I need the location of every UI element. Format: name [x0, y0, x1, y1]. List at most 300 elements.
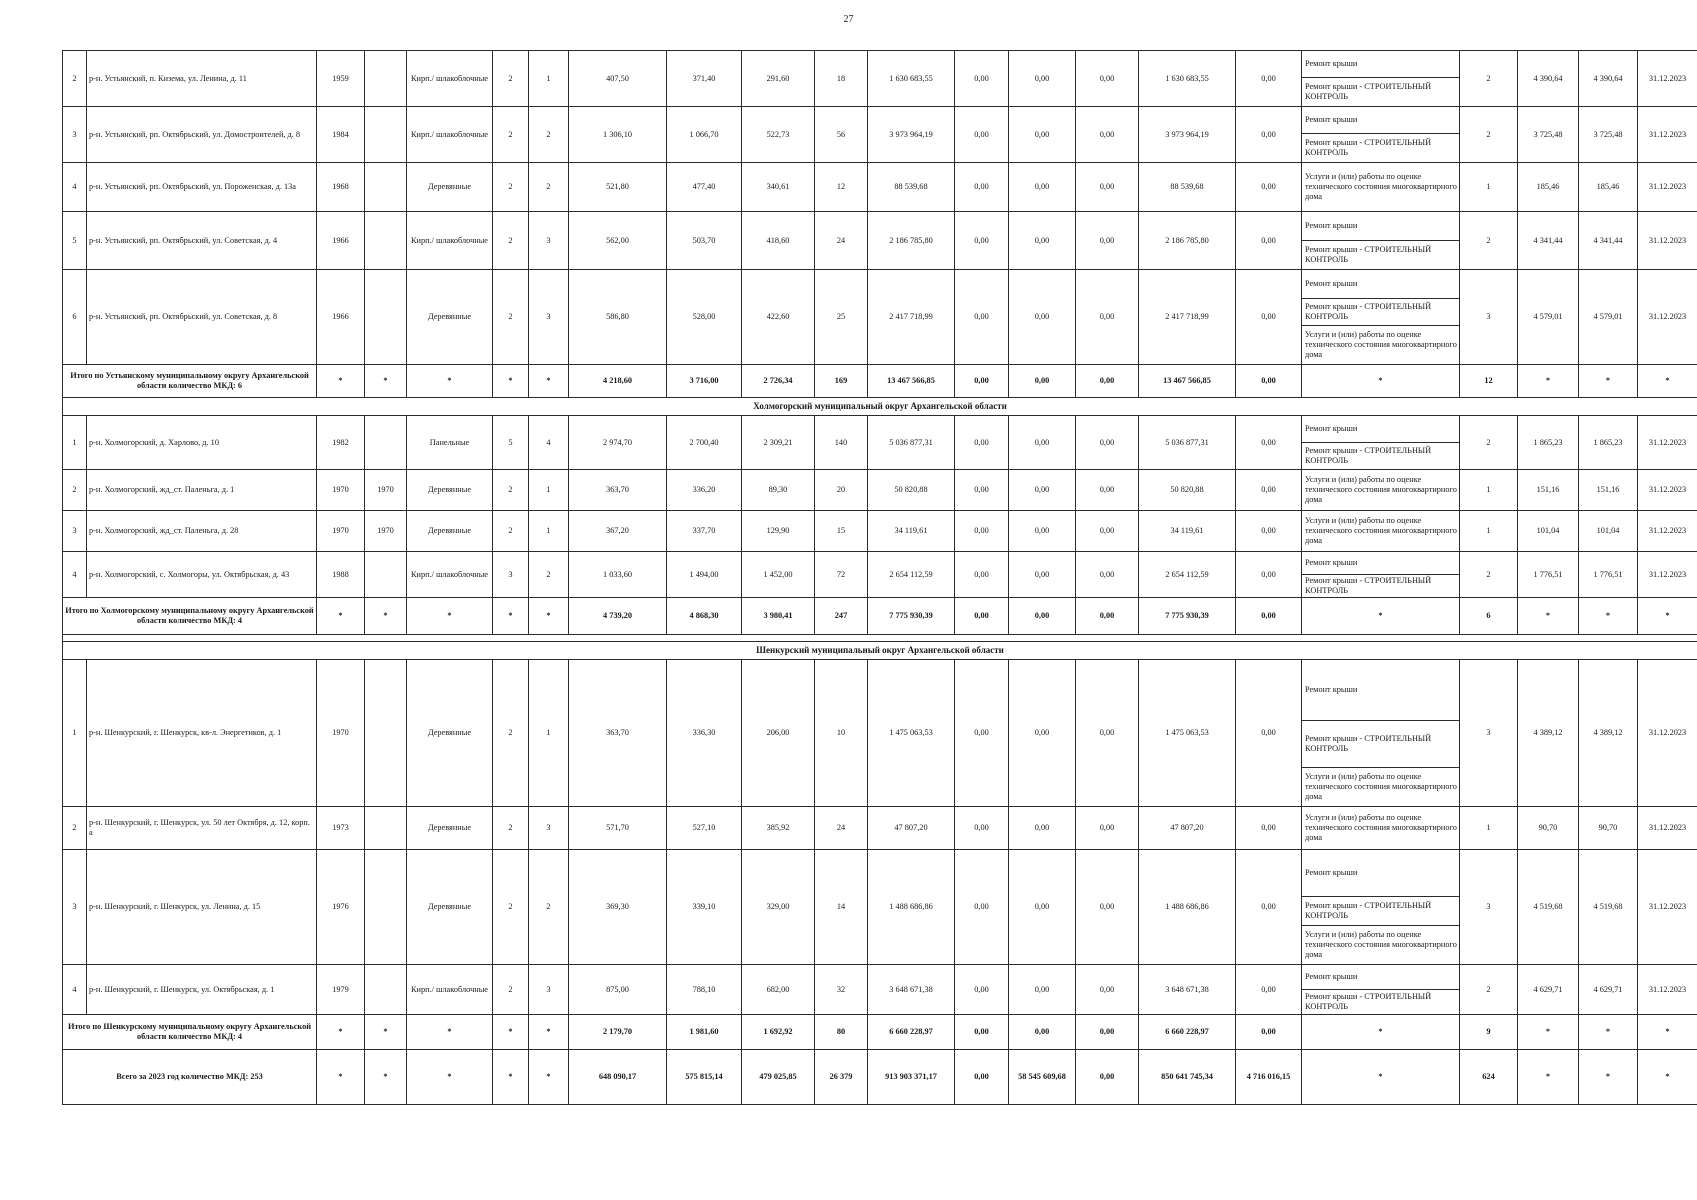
area-total: 562,00 — [569, 212, 667, 270]
entrances-count: 4 — [529, 416, 569, 470]
district-heading-row — [63, 398, 1697, 416]
fund-regional: 0,00 — [1009, 660, 1076, 807]
area-total: 571,70 — [569, 807, 667, 850]
year-built: 1976 — [317, 850, 365, 965]
total-f4: 7 775 930,39 — [1139, 598, 1236, 635]
max-unit-cost: 4 629,71 — [1579, 965, 1638, 1015]
unit-cost: 4 629,71 — [1518, 965, 1579, 1015]
address: р-н. Холмогорский, жд_ст. Паленьга, д. 1 — [87, 470, 317, 511]
fund-federal: 0,00 — [955, 660, 1009, 807]
fund-regional: 0,00 — [1009, 416, 1076, 470]
total-c-floors: * — [493, 598, 529, 635]
area-residential: 527,10 — [667, 807, 742, 850]
unit-cost: 4 341,44 — [1518, 212, 1579, 270]
address: р-н. Шенкурский, г. Шенкурск, кв-л. Энергетиков, д. 1 — [87, 660, 317, 807]
unit-cost: 4 579,01 — [1518, 270, 1579, 365]
table-row — [63, 807, 1697, 850]
year-reconstructed — [365, 51, 407, 107]
total-residents: 247 — [815, 598, 868, 635]
total-f1: 0,00 — [955, 598, 1009, 635]
table-row — [63, 416, 1697, 443]
total-f1: 0,00 — [955, 365, 1009, 398]
work-type: Ремонт крыши — [1302, 107, 1460, 134]
total-area-priv: 479 025,85 — [742, 1050, 815, 1105]
fund-other: 0,00 — [1236, 270, 1302, 365]
year-built: 1988 — [317, 552, 365, 598]
works-count: 3 — [1460, 270, 1518, 365]
total-cost-total: 7 775 930,39 — [868, 598, 955, 635]
year-reconstructed — [365, 416, 407, 470]
year-built: 1970 — [317, 470, 365, 511]
works-count: 1 — [1460, 807, 1518, 850]
fund-other: 0,00 — [1236, 511, 1302, 552]
total-works-count: 624 — [1460, 1050, 1518, 1105]
fund-local: 0,00 — [1076, 511, 1139, 552]
fund-regional: 0,00 — [1009, 163, 1076, 212]
year-reconstructed — [365, 850, 407, 965]
deadline: 31.12.2023 — [1638, 850, 1697, 965]
unit-cost: 3 725,48 — [1518, 107, 1579, 163]
spacer-row — [63, 635, 1697, 642]
total-c-entr: * — [529, 598, 569, 635]
year-built: 1966 — [317, 212, 365, 270]
year-built: 1979 — [317, 965, 365, 1015]
address: р-н. Устьянский, п. Кизема, ул. Ленина, д. 11 — [87, 51, 317, 107]
area-private: 129,90 — [742, 511, 815, 552]
floors-count: 5 — [493, 416, 529, 470]
work-type: Услуги и (или) работы по оценке технического состояния многоквартирного дома — [1302, 768, 1460, 807]
fund-federal: 0,00 — [955, 850, 1009, 965]
wall-material: Деревянные — [407, 807, 493, 850]
work-type: Ремонт крыши - СТРОИТЕЛЬНЫЙ КОНТРОЛЬ — [1302, 721, 1460, 768]
district-total-row — [63, 598, 1697, 635]
total-c-entr: * — [529, 1050, 569, 1105]
total-c-recon: * — [365, 598, 407, 635]
total-area-priv: 2 726,34 — [742, 365, 815, 398]
total-cost-total: 6 660 228,97 — [868, 1015, 955, 1050]
total-c-entr: * — [529, 1015, 569, 1050]
fund-regional: 0,00 — [1009, 470, 1076, 511]
work-type: Ремонт крыши — [1302, 212, 1460, 241]
total-max-cost: * — [1579, 1050, 1638, 1105]
total-c-wall: * — [407, 1050, 493, 1105]
work-type: Ремонт крыши — [1302, 51, 1460, 78]
work-type: Ремонт крыши — [1302, 416, 1460, 443]
area-residential: 2 700,40 — [667, 416, 742, 470]
cost-total: 1 630 683,55 — [868, 51, 955, 107]
total-cost-total: 13 467 566,85 — [868, 365, 955, 398]
total-f4: 13 467 566,85 — [1139, 365, 1236, 398]
table-row — [63, 660, 1697, 721]
fund-federal: 0,00 — [955, 163, 1009, 212]
fund-other: 0,00 — [1236, 552, 1302, 598]
deadline: 31.12.2023 — [1638, 416, 1697, 470]
fund-owners: 2 654 112,59 — [1139, 552, 1236, 598]
area-total: 369,30 — [569, 850, 667, 965]
address: р-н. Устьянский, рп. Октябрьский, ул. Домостроителей, д. 8 — [87, 107, 317, 163]
table-row — [63, 51, 1697, 78]
entrances-count: 2 — [529, 552, 569, 598]
max-unit-cost: 4 519,68 — [1579, 850, 1638, 965]
total-works-count: 9 — [1460, 1015, 1518, 1050]
fund-regional: 0,00 — [1009, 965, 1076, 1015]
wall-material: Кирп./ шлакоблочные — [407, 552, 493, 598]
max-unit-cost: 4 390,64 — [1579, 51, 1638, 107]
work-type: Ремонт крыши - СТРОИТЕЛЬНЫЙ КОНТРОЛЬ — [1302, 134, 1460, 163]
work-type: Ремонт крыши — [1302, 270, 1460, 299]
table-row — [63, 511, 1697, 552]
total-area-res: 575 815,14 — [667, 1050, 742, 1105]
address: р-н. Шенкурский, г. Шенкурск, ул. 50 лет Октября, д. 12, корп. а — [87, 807, 317, 850]
year-built: 1966 — [317, 270, 365, 365]
grand-total-row — [63, 1050, 1697, 1105]
year-reconstructed — [365, 552, 407, 598]
works-count: 2 — [1460, 51, 1518, 107]
total-c-entr: * — [529, 365, 569, 398]
fund-regional: 0,00 — [1009, 107, 1076, 163]
fund-local: 0,00 — [1076, 416, 1139, 470]
total-c-year: * — [317, 365, 365, 398]
cost-total: 5 036 877,31 — [868, 416, 955, 470]
total-f2: 0,00 — [1009, 598, 1076, 635]
row-number: 6 — [63, 270, 87, 365]
total-f2: 0,00 — [1009, 1015, 1076, 1050]
district-heading: Шенкурский муниципальный округ Архангельской области — [63, 642, 1697, 660]
table-row — [63, 850, 1697, 897]
work-type: Ремонт крыши - СТРОИТЕЛЬНЫЙ КОНТРОЛЬ — [1302, 443, 1460, 470]
work-type: Ремонт крыши — [1302, 660, 1460, 721]
work-type: Ремонт крыши - СТРОИТЕЛЬНЫЙ КОНТРОЛЬ — [1302, 241, 1460, 270]
total-c-recon: * — [365, 1015, 407, 1050]
fund-owners: 1 630 683,55 — [1139, 51, 1236, 107]
area-residential: 371,40 — [667, 51, 742, 107]
fund-owners: 2 186 785,80 — [1139, 212, 1236, 270]
year-reconstructed — [365, 163, 407, 212]
area-total: 367,20 — [569, 511, 667, 552]
total-f5: 0,00 — [1236, 598, 1302, 635]
cost-total: 34 119,61 — [868, 511, 955, 552]
table-row — [63, 470, 1697, 511]
year-reconstructed — [365, 807, 407, 850]
total-works-count: 6 — [1460, 598, 1518, 635]
fund-regional: 0,00 — [1009, 511, 1076, 552]
fund-owners: 1 488 686,86 — [1139, 850, 1236, 965]
cost-total: 50 820,88 — [868, 470, 955, 511]
year-built: 1982 — [317, 416, 365, 470]
fund-local: 0,00 — [1076, 163, 1139, 212]
table-row — [63, 965, 1697, 990]
works-count: 1 — [1460, 470, 1518, 511]
table-row — [63, 270, 1697, 299]
deadline: 31.12.2023 — [1638, 660, 1697, 807]
unit-cost: 4 389,12 — [1518, 660, 1579, 807]
area-total: 586,80 — [569, 270, 667, 365]
residents-count: 24 — [815, 212, 868, 270]
max-unit-cost: 4 341,44 — [1579, 212, 1638, 270]
fund-federal: 0,00 — [955, 51, 1009, 107]
total-residents: 80 — [815, 1015, 868, 1050]
total-unit-cost: * — [1518, 365, 1579, 398]
fund-local: 0,00 — [1076, 965, 1139, 1015]
area-private: 682,00 — [742, 965, 815, 1015]
works-count: 3 — [1460, 660, 1518, 807]
fund-other: 0,00 — [1236, 51, 1302, 107]
total-unit-cost: * — [1518, 1015, 1579, 1050]
fund-other: 0,00 — [1236, 470, 1302, 511]
deadline: 31.12.2023 — [1638, 107, 1697, 163]
cost-total: 3 648 671,38 — [868, 965, 955, 1015]
work-type: Ремонт крыши - СТРОИТЕЛЬНЫЙ КОНТРОЛЬ — [1302, 299, 1460, 326]
district-total-row — [63, 1015, 1697, 1050]
fund-federal: 0,00 — [955, 965, 1009, 1015]
row-number: 4 — [63, 163, 87, 212]
fund-owners: 88 539,68 — [1139, 163, 1236, 212]
deadline: 31.12.2023 — [1638, 470, 1697, 511]
floors-count: 2 — [493, 511, 529, 552]
fund-owners: 5 036 877,31 — [1139, 416, 1236, 470]
wall-material: Деревянные — [407, 511, 493, 552]
fund-federal: 0,00 — [955, 270, 1009, 365]
entrances-count: 2 — [529, 107, 569, 163]
fund-other: 0,00 — [1236, 807, 1302, 850]
wall-material: Деревянные — [407, 470, 493, 511]
total-c-year: * — [317, 598, 365, 635]
works-count: 2 — [1460, 552, 1518, 598]
residents-count: 14 — [815, 850, 868, 965]
row-number: 3 — [63, 850, 87, 965]
unit-cost: 4 390,64 — [1518, 51, 1579, 107]
entrances-count: 3 — [529, 212, 569, 270]
area-total: 363,70 — [569, 660, 667, 807]
total-f3: 0,00 — [1076, 1050, 1139, 1105]
area-total: 2 974,70 — [569, 416, 667, 470]
residents-count: 10 — [815, 660, 868, 807]
cost-total: 88 539,68 — [868, 163, 955, 212]
work-type: Услуги и (или) работы по оценке технического состояния многоквартирного дома — [1302, 511, 1460, 552]
year-built: 1970 — [317, 511, 365, 552]
area-residential: 1 066,70 — [667, 107, 742, 163]
cost-total: 1 488 686,86 — [868, 850, 955, 965]
area-private: 522,73 — [742, 107, 815, 163]
area-private: 329,00 — [742, 850, 815, 965]
total-works: * — [1302, 598, 1460, 635]
total-c-year: * — [317, 1050, 365, 1105]
fund-other: 0,00 — [1236, 850, 1302, 965]
fund-owners: 50 820,88 — [1139, 470, 1236, 511]
register-body — [63, 51, 1697, 1105]
entrances-count: 1 — [529, 470, 569, 511]
total-c-year: * — [317, 1015, 365, 1050]
total-c-wall: * — [407, 365, 493, 398]
area-private: 291,60 — [742, 51, 815, 107]
total-area-priv: 1 692,92 — [742, 1015, 815, 1050]
wall-material: Кирп./ шлакоблочные — [407, 965, 493, 1015]
area-private: 89,30 — [742, 470, 815, 511]
capital-repair-register-table — [62, 50, 1697, 1105]
total-residents: 26 379 — [815, 1050, 868, 1105]
floors-count: 2 — [493, 850, 529, 965]
table-row — [63, 107, 1697, 134]
total-residents: 169 — [815, 365, 868, 398]
max-unit-cost: 4 579,01 — [1579, 270, 1638, 365]
fund-local: 0,00 — [1076, 552, 1139, 598]
entrances-count: 1 — [529, 660, 569, 807]
unit-cost: 4 519,68 — [1518, 850, 1579, 965]
address: р-н. Холмогорский, д. Харлово, д. 10 — [87, 416, 317, 470]
deadline: 31.12.2023 — [1638, 212, 1697, 270]
total-f3: 0,00 — [1076, 1015, 1139, 1050]
row-number: 5 — [63, 212, 87, 270]
year-reconstructed: 1970 — [365, 470, 407, 511]
year-built: 1984 — [317, 107, 365, 163]
area-residential: 528,00 — [667, 270, 742, 365]
cost-total: 2 417 718,99 — [868, 270, 955, 365]
total-area-res: 4 868,30 — [667, 598, 742, 635]
entrances-count: 3 — [529, 807, 569, 850]
row-number: 1 — [63, 416, 87, 470]
work-type: Услуги и (или) работы по оценке технического состояния многоквартирного дома — [1302, 163, 1460, 212]
area-private: 2 309,21 — [742, 416, 815, 470]
fund-owners: 3 973 964,19 — [1139, 107, 1236, 163]
address: р-н. Шенкурский, г. Шенкурск, ул. Ленина, д. 15 — [87, 850, 317, 965]
total-f5: 4 716 016,15 — [1236, 1050, 1302, 1105]
deadline: 31.12.2023 — [1638, 552, 1697, 598]
fund-other: 0,00 — [1236, 107, 1302, 163]
total-c-wall: * — [407, 598, 493, 635]
fund-other: 0,00 — [1236, 212, 1302, 270]
max-unit-cost: 101,04 — [1579, 511, 1638, 552]
year-reconstructed — [365, 660, 407, 807]
area-private: 418,60 — [742, 212, 815, 270]
unit-cost: 1 865,23 — [1518, 416, 1579, 470]
area-residential: 1 494,00 — [667, 552, 742, 598]
fund-owners: 3 648 671,38 — [1139, 965, 1236, 1015]
total-f3: 0,00 — [1076, 365, 1139, 398]
max-unit-cost: 90,70 — [1579, 807, 1638, 850]
floors-count: 2 — [493, 470, 529, 511]
area-residential: 336,30 — [667, 660, 742, 807]
residents-count: 72 — [815, 552, 868, 598]
address: р-н. Устьянский, рп. Октябрьский, ул. Советская, д. 8 — [87, 270, 317, 365]
work-type: Ремонт крыши — [1302, 850, 1460, 897]
area-private: 340,61 — [742, 163, 815, 212]
wall-material: Кирп./ шлакоблочные — [407, 212, 493, 270]
area-total: 1 033,60 — [569, 552, 667, 598]
year-reconstructed — [365, 965, 407, 1015]
cost-total: 1 475 063,53 — [868, 660, 955, 807]
row-number: 2 — [63, 51, 87, 107]
fund-other: 0,00 — [1236, 965, 1302, 1015]
floors-count: 2 — [493, 163, 529, 212]
fund-local: 0,00 — [1076, 470, 1139, 511]
works-count: 2 — [1460, 107, 1518, 163]
area-residential: 336,20 — [667, 470, 742, 511]
cost-total: 47 807,20 — [868, 807, 955, 850]
entrances-count: 2 — [529, 850, 569, 965]
total-f4: 6 660 228,97 — [1139, 1015, 1236, 1050]
area-total: 1 306,10 — [569, 107, 667, 163]
entrances-count: 3 — [529, 965, 569, 1015]
wall-material: Деревянные — [407, 850, 493, 965]
wall-material: Деревянные — [407, 163, 493, 212]
total-deadline: * — [1638, 1015, 1697, 1050]
max-unit-cost: 4 389,12 — [1579, 660, 1638, 807]
area-total: 407,50 — [569, 51, 667, 107]
total-c-floors: * — [493, 1050, 529, 1105]
fund-regional: 0,00 — [1009, 552, 1076, 598]
row-number: 4 — [63, 552, 87, 598]
total-area-total: 4 218,60 — [569, 365, 667, 398]
wall-material: Деревянные — [407, 660, 493, 807]
fund-local: 0,00 — [1076, 660, 1139, 807]
floors-count: 2 — [493, 51, 529, 107]
max-unit-cost: 1 776,51 — [1579, 552, 1638, 598]
deadline: 31.12.2023 — [1638, 965, 1697, 1015]
fund-local: 0,00 — [1076, 807, 1139, 850]
address: р-н. Холмогорский, жд_ст. Паленьга, д. 28 — [87, 511, 317, 552]
deadline: 31.12.2023 — [1638, 807, 1697, 850]
fund-other: 0,00 — [1236, 416, 1302, 470]
area-total: 363,70 — [569, 470, 667, 511]
year-reconstructed: 1970 — [365, 511, 407, 552]
area-total: 521,80 — [569, 163, 667, 212]
works-count: 3 — [1460, 850, 1518, 965]
address: р-н. Шенкурский, г. Шенкурск, ул. Октябрьская, д. 1 — [87, 965, 317, 1015]
page-number: 27 — [843, 14, 854, 25]
work-type: Ремонт крыши - СТРОИТЕЛЬНЫЙ КОНТРОЛЬ — [1302, 990, 1460, 1015]
unit-cost: 185,46 — [1518, 163, 1579, 212]
row-number: 2 — [63, 807, 87, 850]
works-count: 2 — [1460, 416, 1518, 470]
fund-regional: 0,00 — [1009, 807, 1076, 850]
fund-regional: 0,00 — [1009, 850, 1076, 965]
district-heading-row — [63, 642, 1697, 660]
total-works-count: 12 — [1460, 365, 1518, 398]
max-unit-cost: 151,16 — [1579, 470, 1638, 511]
fund-owners: 47 807,20 — [1139, 807, 1236, 850]
work-type: Услуги и (или) работы по оценке технического состояния многоквартирного дома — [1302, 926, 1460, 965]
cost-total: 3 973 964,19 — [868, 107, 955, 163]
residents-count: 15 — [815, 511, 868, 552]
row-number: 4 — [63, 965, 87, 1015]
total-f2: 0,00 — [1009, 365, 1076, 398]
spacer-cell — [63, 635, 1697, 642]
total-label: Итого по Шенкурскому муниципальному округу Архангельской области количество МКД: 4 — [63, 1015, 317, 1050]
total-area-total: 2 179,70 — [569, 1015, 667, 1050]
fund-local: 0,00 — [1076, 850, 1139, 965]
total-c-recon: * — [365, 1050, 407, 1105]
max-unit-cost: 185,46 — [1579, 163, 1638, 212]
residents-count: 140 — [815, 416, 868, 470]
total-c-floors: * — [493, 365, 529, 398]
works-count: 1 — [1460, 163, 1518, 212]
entrances-count: 3 — [529, 270, 569, 365]
total-max-cost: * — [1579, 365, 1638, 398]
residents-count: 20 — [815, 470, 868, 511]
address: р-н. Холмогорский, с. Холмогоры, ул. Октябрьская, д. 43 — [87, 552, 317, 598]
total-unit-cost: * — [1518, 598, 1579, 635]
deadline: 31.12.2023 — [1638, 51, 1697, 107]
total-works: * — [1302, 1050, 1460, 1105]
year-reconstructed — [365, 107, 407, 163]
works-count: 2 — [1460, 212, 1518, 270]
cost-total: 2 654 112,59 — [868, 552, 955, 598]
year-built: 1970 — [317, 660, 365, 807]
wall-material: Кирп./ шлакоблочные — [407, 51, 493, 107]
work-type: Ремонт крыши - СТРОИТЕЛЬНЫЙ КОНТРОЛЬ — [1302, 78, 1460, 107]
unit-cost: 1 776,51 — [1518, 552, 1579, 598]
floors-count: 2 — [493, 660, 529, 807]
